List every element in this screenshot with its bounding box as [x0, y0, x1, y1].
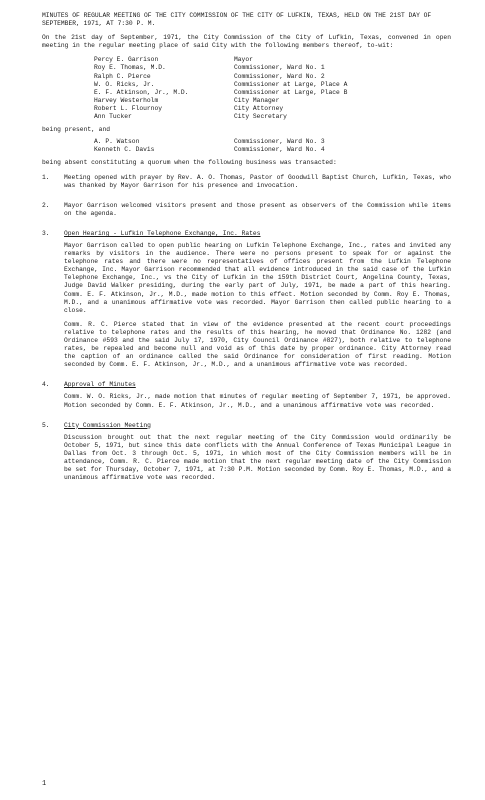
official-title: Commissioner, Ward No. 3	[234, 138, 325, 146]
agenda-item-4	[42, 381, 451, 415]
agenda-item-3	[42, 230, 451, 376]
official-name: Ralph C. Pierce	[94, 72, 151, 80]
agenda-item-2	[42, 202, 451, 224]
official-name: Kenneth C. Davis	[94, 146, 155, 154]
official-name: Robert L. Flournoy	[94, 104, 163, 112]
item-number: 3.	[42, 229, 50, 237]
being-present-line: being present, and	[42, 126, 111, 134]
page-number: 1	[42, 779, 47, 788]
item-number: 5.	[42, 421, 50, 429]
official-title: Mayor	[234, 56, 253, 64]
official-name: Roy E. Thomas, M.D.	[94, 64, 166, 72]
item-heading: City Commission Meeting	[64, 421, 151, 429]
official-name: E. F. Atkinson, Jr., M.D.	[94, 88, 189, 96]
item-number: 4.	[42, 381, 50, 389]
intro-paragraph: On the 21st day of September, 1971, the City Commission of the City of Lufkin, Texas, convened in open meeting in the regular meeting place of said City with the following members thereof, to-wit:	[42, 34, 451, 50]
official-title: Commissioner, Ward No. 1	[234, 64, 325, 72]
official-title: Commissioner at Large, Place B	[234, 88, 348, 96]
item-paragraph: Discussion brought out that the next regular meeting of the City Commission would ordinarily be October 5, 1971, but since this date conflicts with the Annual Conference of Texas Municipal League in Dallas from Oct. 3 through Oct. 5, 1971, in which most of the City Commission members will be in attendance, Comm. R. C. Pierce made motion that the next regular meeting date of the City Commission be set for Thursday, October 7, 1971, at 7:30 P.M. Motion seconded by Comm. Roy E. Thomas, M.D., and a unanimous affirmative vote was recorded.	[64, 433, 451, 482]
official-row	[94, 146, 451, 154]
official-title: City Attorney	[234, 104, 284, 112]
official-name: A. P. Watson	[94, 138, 140, 146]
agenda-item-1	[42, 174, 451, 196]
official-title: Commissioner, Ward No. 4	[234, 146, 325, 154]
official-title: City Manager	[234, 96, 280, 104]
item-number: 2.	[42, 201, 50, 209]
item-paragraph: Comm. W. O. Ricks, Jr., made motion that minutes of regular meeting of September 7, 1971, be approved. Motion seconded by Comm. E. F. Atkinson, Jr., M.D., and a unanimous affirmative vote was recorded.	[64, 393, 451, 409]
item-paragraph: Meeting opened with prayer by Rev. A. O. Thomas, Pastor of Goodwill Baptist Church, Lufkin, Texas, who was thanked by Mayor Garrison for his presence and invocation.	[64, 173, 451, 189]
official-row	[94, 64, 451, 72]
absent-officials-list	[94, 138, 451, 154]
official-row	[94, 138, 451, 146]
official-name: Percy E. Garrison	[94, 56, 159, 64]
item-heading: Approval of Minutes	[64, 381, 136, 389]
official-row	[94, 56, 451, 64]
official-name: Harvey Westerholm	[94, 96, 159, 104]
item-paragraph: Mayor Garrison called to open public hearing on Lufkin Telephone Exchange, Inc., rates and invited any remarks by visitors in the audience. There were no persons present to speak for or against the telephone rates and there were no representatives of offices present from the Lufkin Telephone Exchange, Inc. Mayor Garrison recommended that all evidence introduced in the said case of the Lufkin Telephone Exchange, Inc., vs the City of Lufkin in the 159th District Court, Angelina County, Texas, Judge David Walker presiding, during the early part of July, 1971, be made a part of this hearing. Comm. E. F. Atkinson, Jr., M.D., made motion to this effect. Motion seconded by Comm. Roy E. Thomas, M.D., and a unanimous affirmative vote was recorded. Mayor Garrison then called public hearing to a close.	[64, 241, 451, 314]
official-row	[94, 113, 451, 121]
agenda-item-5	[42, 422, 451, 489]
official-row	[94, 97, 451, 105]
official-name: Ann Tucker	[94, 113, 132, 121]
item-heading: Open Hearing - Lufkin Telephone Exchange, Inc. Rates	[64, 229, 261, 237]
official-row	[94, 89, 451, 97]
official-title: Commissioner, Ward No. 2	[234, 72, 325, 80]
official-row	[94, 81, 451, 89]
official-row	[94, 105, 451, 113]
item-paragraph: Comm. R. C. Pierce stated that in view of the evidence presented at the recent court proceedings relative to telephone rates and the results of this hearing, he moved that Ordinance No. 1282 (and Ordinance #593 and the said July 17, 1970, City Council Ordinance #827), both relative to telephone rates, be repealed and become null and void as of this date by proper ordinance. City Attorney read the caption of an ordinance called the said Ordinance for consideration of first reading. Motion seconded by Comm. E. F. Atkinson, Jr., M.D., and a unanimous affirmative vote was recorded.	[64, 320, 451, 369]
official-title: City Secretary	[234, 113, 287, 121]
item-number: 1.	[42, 173, 50, 181]
item-paragraph: Mayor Garrison welcomed visitors present and those present as observers of the Commission while items on the agenda.	[64, 201, 451, 217]
present-officials-list	[94, 56, 451, 121]
official-title: Commissioner at Large, Place A	[234, 80, 348, 88]
quorum-paragraph: being absent constituting a quorum when the following business was transacted:	[42, 159, 337, 167]
official-name: W. O. Ricks, Jr.	[94, 80, 155, 88]
official-row	[94, 73, 451, 81]
minutes-heading: MINUTES OF REGULAR MEETING OF THE CITY COMMISSION OF THE CITY OF LUFKIN, TEXAS, HELD ON THE 21ST DAY OF SEPTEMBER, 1971, AT 7:30 P. M.	[42, 12, 432, 28]
